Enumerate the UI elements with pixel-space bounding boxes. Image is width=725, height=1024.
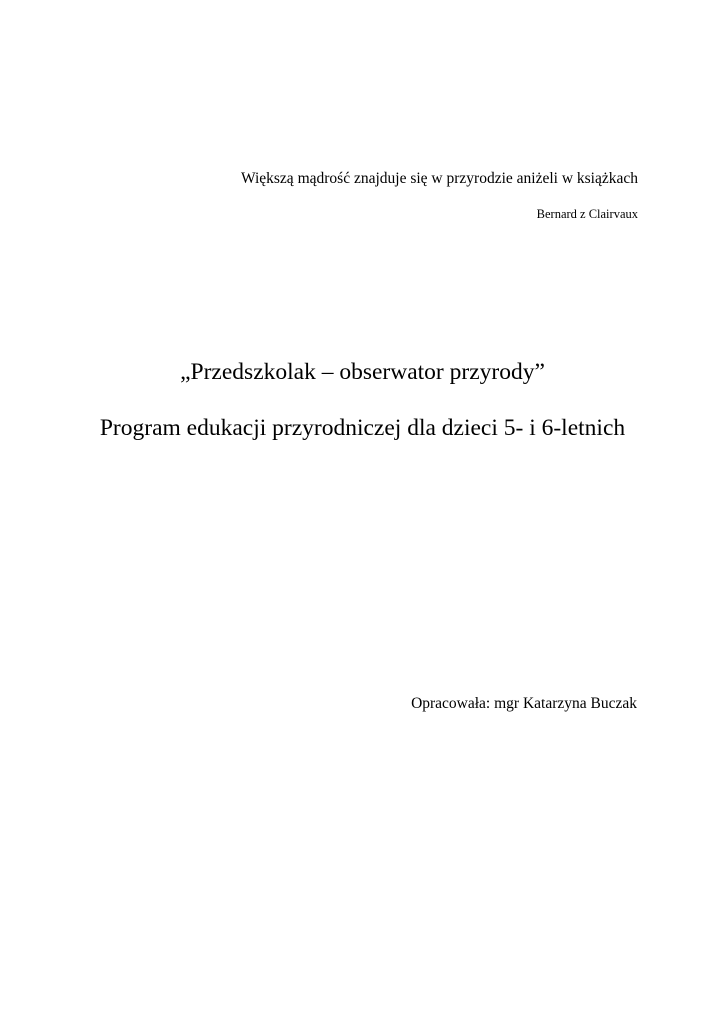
prepared-by-line: Opracowała: mgr Katarzyna Buczak	[411, 695, 637, 712]
document-subtitle: Program edukacji przyrodniczej dla dzieci 5- i 6-letnich	[99, 415, 626, 441]
epigraph-quote: Większą mądrość znajduje się w przyrodzie aniżeli w książkach	[240, 170, 638, 187]
epigraph-author: Bernard z Clairvaux	[536, 207, 638, 221]
document-title: „Przedszkolak – obserwator przyrody”	[180, 359, 545, 385]
